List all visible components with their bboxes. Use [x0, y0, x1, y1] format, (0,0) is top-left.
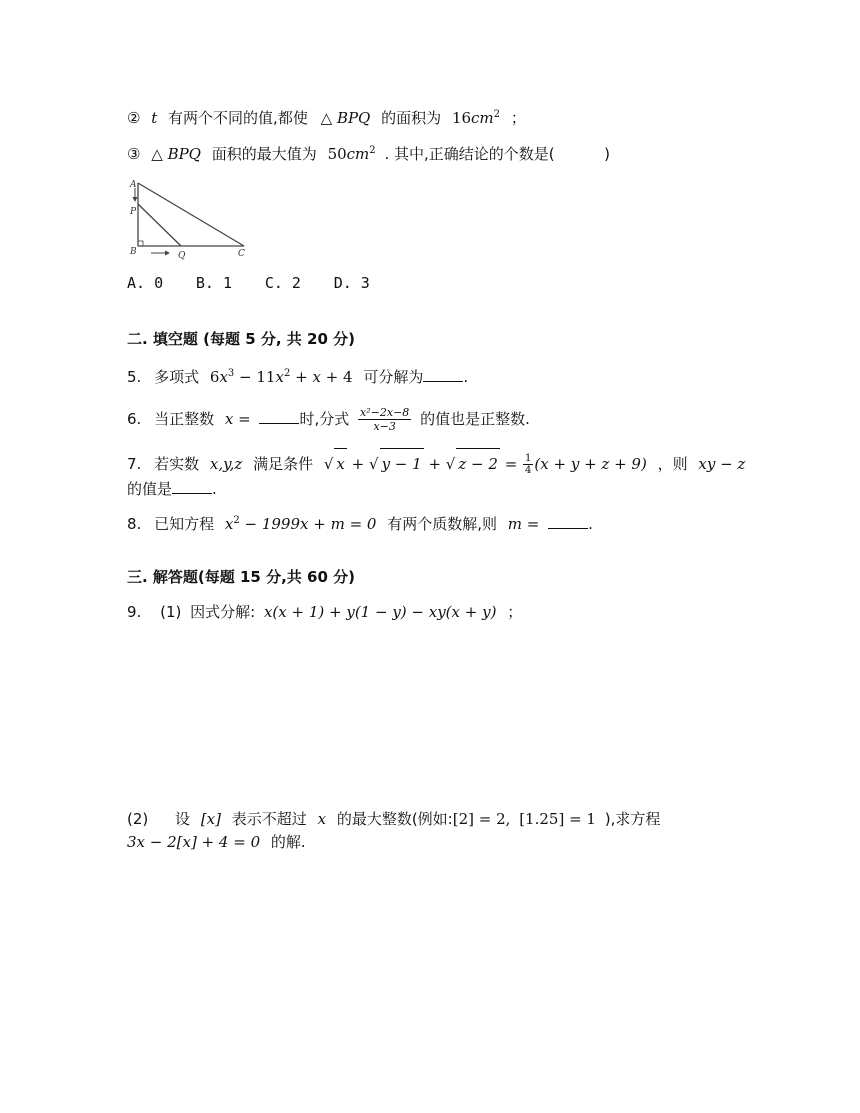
expression: (x + y + z + 9) — [534, 455, 647, 473]
part-label: (2) — [127, 810, 149, 828]
label-p: P — [130, 207, 137, 217]
question-number: 8. — [127, 515, 142, 533]
floor-notation: [x] — [200, 810, 221, 828]
poly-term: + 4 — [320, 368, 353, 386]
question-9-part-2-line-2 — [127, 831, 306, 853]
q4-statement-2 — [127, 104, 526, 129]
sqrt-icon: √ — [369, 455, 379, 473]
poly-term: + — [290, 368, 313, 386]
answer-blank[interactable] — [423, 366, 463, 382]
triangle-symbol: △ — [151, 145, 163, 163]
equation-var: x — [224, 515, 234, 533]
fraction-quarter — [523, 453, 533, 476]
equation: 3x − 2[x] + 4 = 0 — [127, 833, 261, 851]
question-text: 有两个质数解,则 — [387, 515, 498, 533]
radicand: z − 2 — [456, 448, 500, 479]
side-ac — [138, 183, 244, 246]
radicand: x — [334, 448, 346, 479]
option-b[interactable]: B. 1 — [195, 274, 233, 292]
equation-power: 2 — [233, 515, 240, 526]
part-label: (1) — [160, 603, 182, 621]
question-text: 满足条件 — [253, 455, 314, 473]
equals: = — [233, 410, 251, 428]
answer-blank[interactable] — [172, 478, 212, 494]
triangle-diagram — [127, 178, 257, 262]
poly-var: x — [219, 368, 228, 386]
equation: − 1999x + m = 0 — [239, 515, 377, 533]
question-text: ，则 — [657, 455, 688, 473]
triangle-name: BPQ — [167, 145, 201, 163]
period: . — [212, 480, 217, 498]
var-x: x — [224, 410, 234, 428]
option-d[interactable]: D. 3 — [333, 274, 370, 292]
var-x: x — [317, 810, 327, 828]
label-b: B — [130, 247, 137, 257]
expression: x(x + 1) + y(1 − y) − xy(x + y) — [263, 603, 497, 621]
question-text: 的解. — [270, 833, 306, 851]
triangle-symbol: △ — [320, 109, 333, 127]
section-2-title: 二. 填空题 (每题 5 分, 共 20 分) — [127, 330, 355, 348]
area-unit: cm — [346, 145, 370, 163]
example-1: [2] = 2, — [452, 810, 511, 828]
fraction-denominator: x−3 — [373, 420, 396, 433]
paren-close: ) — [604, 145, 611, 163]
segment-pq — [138, 204, 181, 246]
expression: xy − z — [698, 455, 746, 473]
question-text: 设 — [175, 810, 191, 828]
question-text: 表示不超过 — [231, 810, 307, 828]
option-a[interactable]: A. 0 — [127, 274, 164, 292]
statement-text: . 其中,正确结论的个数是( — [384, 145, 555, 163]
question-number: 9. — [127, 603, 142, 621]
poly-var: x — [312, 368, 321, 386]
area-value: 50 — [327, 145, 347, 163]
question-number: 5. — [127, 368, 142, 386]
statement-text: 的面积为 — [381, 109, 442, 127]
q4-statement-3 — [127, 140, 610, 165]
fraction-denominator: 4 — [525, 465, 532, 476]
circle-number-3: ③ — [127, 145, 141, 163]
semicolon: ； — [507, 603, 523, 621]
question-text: 的值是 — [127, 480, 173, 498]
area-value: 16 — [451, 109, 472, 127]
option-c[interactable]: C. 2 — [264, 274, 301, 292]
plus: + — [423, 455, 446, 473]
question-7 — [127, 448, 745, 479]
fraction-numerator: x²−2x−8 — [360, 406, 410, 419]
poly-term: − 11 — [234, 368, 276, 386]
question-text: ),求方程 — [604, 810, 661, 828]
question-9-part-1 — [127, 601, 522, 623]
semicolon: ； — [510, 109, 526, 127]
period: . — [588, 515, 593, 533]
arrow-down-head-icon — [133, 197, 138, 202]
question-number: 7. — [127, 455, 142, 473]
question-text: 已知方程 — [154, 515, 215, 533]
question-9-part-2 — [127, 808, 660, 830]
fraction-numerator: 1 — [525, 453, 532, 464]
var-m: m — [507, 515, 523, 533]
right-angle-mark — [138, 241, 143, 246]
question-text: 时,分式 — [299, 410, 350, 428]
question-6 — [127, 402, 530, 436]
sqrt-icon: √ — [445, 455, 456, 473]
question-text: 可分解为 — [363, 368, 424, 386]
question-7-line-2 — [127, 478, 217, 500]
unit-power: 2 — [369, 145, 376, 156]
equals: = — [522, 515, 540, 533]
arrow-right-head-icon — [165, 251, 170, 256]
question-5 — [127, 363, 468, 388]
poly-power: 3 — [227, 368, 235, 379]
triangle-figure — [127, 178, 257, 266]
question-8 — [127, 510, 593, 535]
radicand: y − 1 — [380, 448, 424, 479]
area-unit: cm — [471, 109, 494, 127]
var-t: t — [151, 109, 158, 127]
question-text: 多项式 — [154, 368, 200, 386]
q4-options — [127, 272, 398, 294]
question-text: 的值也是正整数. — [420, 410, 530, 428]
answer-blank[interactable] — [259, 408, 299, 424]
section-3-title: 三. 解答题(每题 15 分,共 60 分) — [127, 568, 355, 586]
period: . — [463, 368, 469, 386]
label-c: C — [238, 249, 245, 259]
poly-power: 2 — [283, 368, 291, 379]
question-text: 若实数 — [154, 455, 200, 473]
plus: + — [346, 455, 369, 473]
sqrt-icon: √ — [323, 455, 334, 473]
poly-var: x — [275, 368, 284, 386]
circle-number-2: ② — [127, 109, 141, 127]
equals: = — [499, 455, 523, 473]
label-q: Q — [178, 251, 186, 261]
example-2: [1.25] = 1 — [519, 810, 596, 828]
fraction — [358, 406, 411, 433]
question-text: 因式分解: — [190, 603, 256, 621]
label-a: A — [130, 180, 137, 190]
poly-coef: 6 — [209, 368, 220, 386]
statement-text: 有两个不同的值,都使 — [168, 109, 308, 127]
question-number: 6. — [127, 410, 142, 428]
question-text: 的最大整数(例如: — [336, 810, 453, 828]
variables: x,y,z — [209, 455, 243, 473]
unit-power: 2 — [493, 109, 501, 120]
triangle-name: BPQ — [336, 109, 371, 127]
question-text: 当正整数 — [154, 410, 215, 428]
answer-blank[interactable] — [548, 513, 588, 529]
statement-text: 面积的最大值为 — [211, 145, 317, 163]
